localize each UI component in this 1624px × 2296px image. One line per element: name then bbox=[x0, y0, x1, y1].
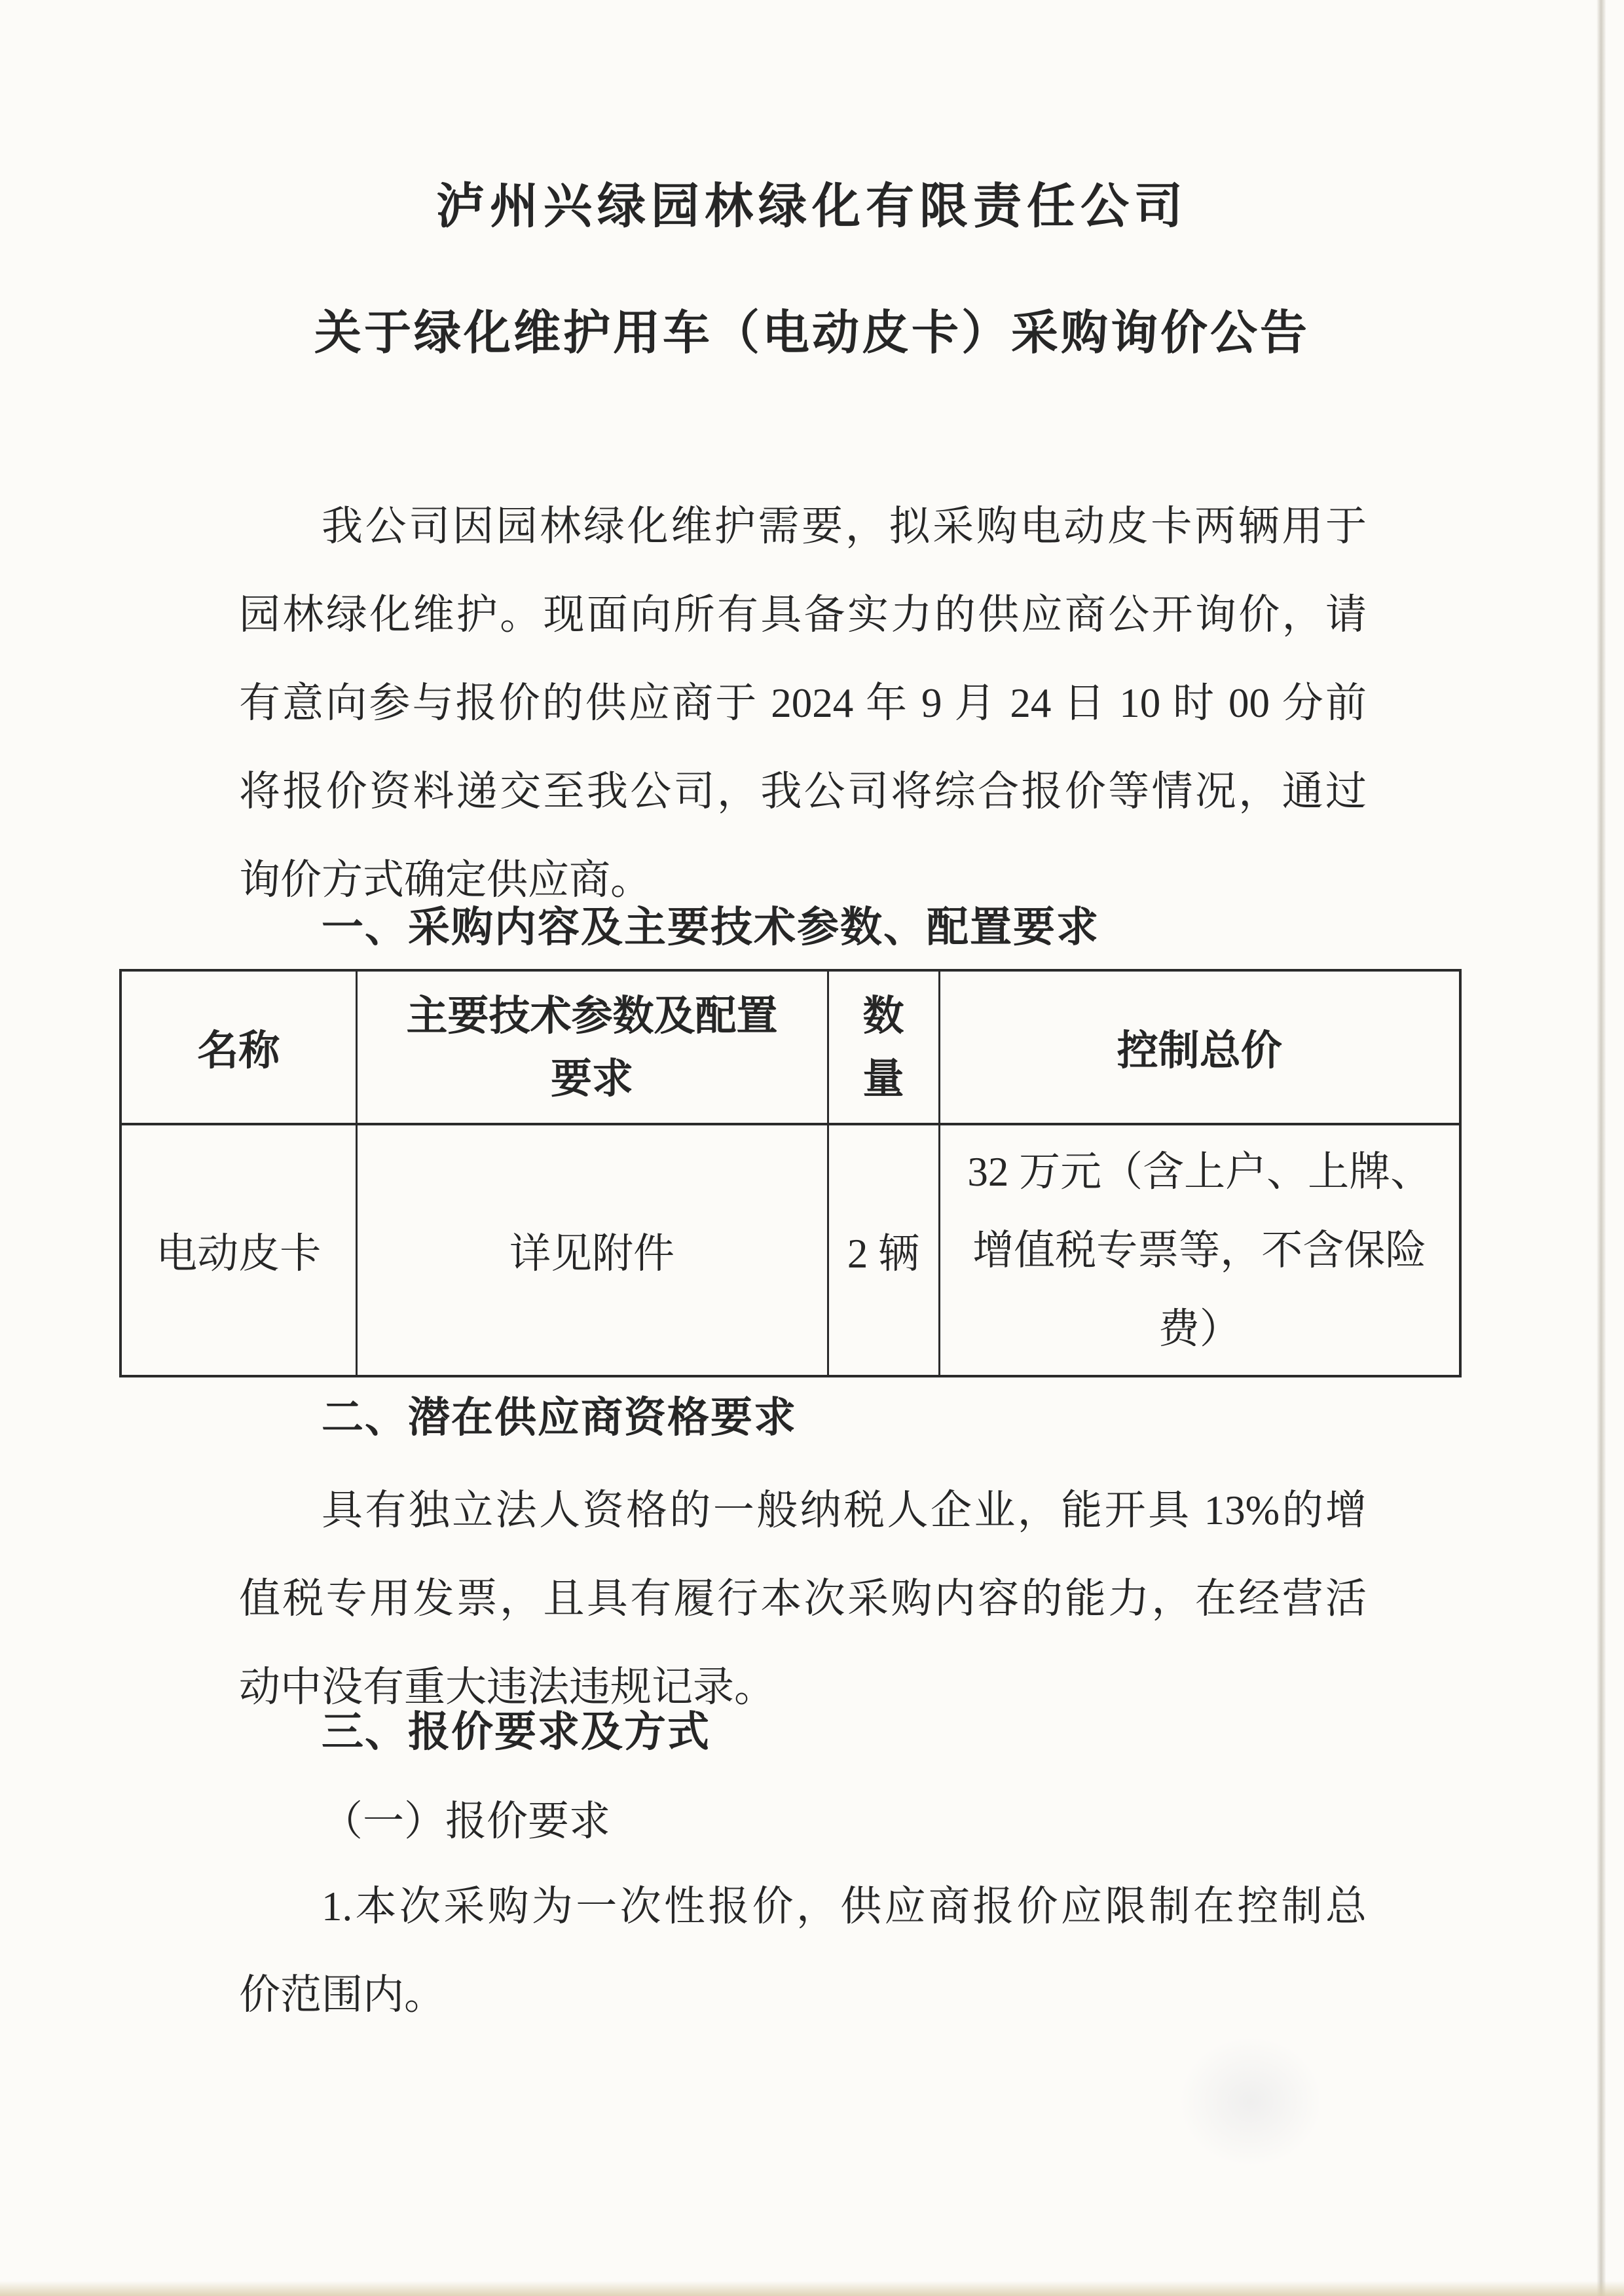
section2-line: 具有独立法人资格的一般纳税人企业，能开具 13%的增 bbox=[322, 1487, 1367, 1533]
paper-right-edge-shadow bbox=[1596, 0, 1606, 2296]
table-data-row bbox=[120, 1124, 1460, 1376]
section3-subheading: （一）报价要求 bbox=[322, 1798, 610, 1844]
section1-heading: 一、采购内容及主要技术参数、配置要求 bbox=[322, 903, 1099, 951]
section3-subheading-block bbox=[239, 1777, 1367, 1866]
col-header-specs-label: 主要技术参数及配置要求 bbox=[406, 993, 778, 1102]
col-header-specs bbox=[356, 970, 828, 1124]
announcement-title: 关于绿化维护用车（电动皮卡）采购询价公告 bbox=[314, 307, 1310, 359]
intro-line: 园林绿化维护。现面向所有具备实力的供应商公开询价，请 bbox=[239, 592, 1367, 638]
section3-item1-line: 1.本次采购为一次性报价，供应商报价应限制在控制总 bbox=[322, 1884, 1367, 1929]
section2-line: 动中没有重大违法违规记录。 bbox=[239, 1664, 775, 1710]
intro-paragraph bbox=[239, 483, 1367, 924]
cell-item-name: 电动皮卡 bbox=[120, 1124, 356, 1376]
cell-item-specs: 详见附件 bbox=[356, 1124, 828, 1376]
intro-line: 将报价资料递交至我公司，我公司将综合报价等情况，通过 bbox=[239, 769, 1367, 814]
section2-line: 值税专用发票，且具有履行本次采购内容的能力，在经营活 bbox=[239, 1576, 1367, 1622]
section3-item1 bbox=[239, 1863, 1367, 2039]
col-header-qty bbox=[828, 970, 939, 1124]
intro-line: 询价方式确定供应商。 bbox=[239, 857, 652, 903]
scan-smudge-artifact bbox=[1179, 2036, 1323, 2167]
procurement-table bbox=[119, 969, 1462, 1377]
col-header-qty-label: 数量 bbox=[862, 993, 904, 1102]
price-line: 32 万元（含上户、上牌、 bbox=[967, 1148, 1432, 1195]
price-line: 增值税专票等，不含保险 bbox=[972, 1227, 1427, 1273]
cell-item-price bbox=[939, 1124, 1460, 1376]
intro-line: 我公司因园林绿化维护需要，拟采购电动皮卡两辆用于 bbox=[322, 503, 1367, 549]
price-line: 费） bbox=[1158, 1305, 1241, 1352]
intro-line: 有意向参与报价的供应商于 2024 年 9 月 24 日 10 时 00 分前 bbox=[239, 680, 1367, 726]
company-title: 泸州兴绿园林绿化有限责任公司 bbox=[436, 179, 1188, 233]
section2-heading: 二、潜在供应商资格要求 bbox=[322, 1394, 797, 1441]
col-header-name: 名称 bbox=[120, 970, 356, 1124]
section3-item1-line: 价范围内。 bbox=[239, 1972, 445, 2018]
col-header-price: 控制总价 bbox=[939, 970, 1460, 1124]
section3-heading: 三、报价要求及方式 bbox=[322, 1708, 710, 1755]
cell-item-qty: 2 辆 bbox=[828, 1124, 939, 1376]
table-header-row bbox=[120, 970, 1460, 1124]
paper-bottom-edge-shadow bbox=[0, 2281, 1624, 2296]
